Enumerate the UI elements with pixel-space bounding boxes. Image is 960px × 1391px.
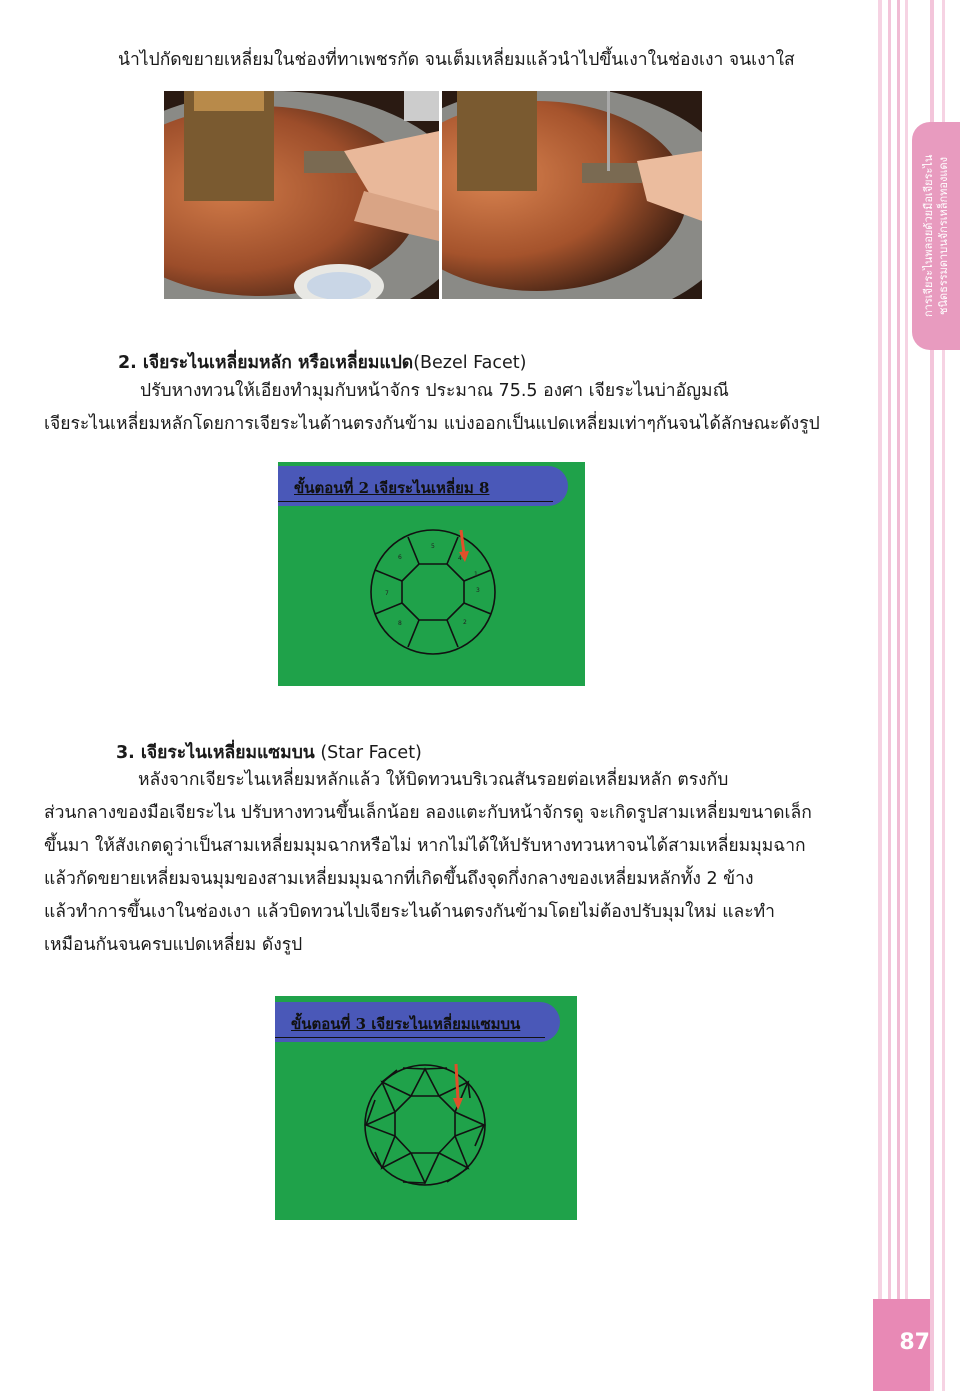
facet-number: 2 — [463, 619, 467, 626]
figure-title: ขั้นตอนที่ 3 เจียระไนเหลี่ยมแซมบน — [291, 1015, 521, 1033]
bezel-facet-diagram — [278, 462, 585, 686]
star-facet-figure — [275, 996, 577, 1220]
facet-number: 4 — [458, 555, 462, 562]
section3-line: ขึ้นมา ให้สังเกตดูว่าเป็นสามเหลี่ยมมุมฉากหรือไม่ หากไม่ได้ให้ปรับหางทวนหาจนได้สามเหลี่ยมมุมฉาก — [44, 836, 806, 856]
edge-stripe — [878, 0, 882, 1391]
intro-line: นำไปกัดขยายเหลี่ยมในช่องที่ทาเพชรกัด จนเต็มเหลี่ยมแล้วนำไปขึ้นเงาในช่องเงา จนเงาใส — [118, 50, 795, 70]
section2-line: เจียระไนเหลี่ยมหลักโดยการเจียระไนด้านตรงกันข้าม แบ่งออกเป็นแปดเหลี่ยมเท่าๆกันจนได้ลักษณะดังรูป — [44, 414, 820, 434]
grinding-photo-left — [164, 91, 439, 299]
section3-line: แล้วทำการขึ้นเงาในช่องเงา แล้วบิดทวนไปเจียระไนด้านตรงกันข้ามโดยไม่ต้องปรับมุมใหม่ และทำ — [44, 902, 775, 922]
page-number: 87 — [899, 1330, 930, 1355]
section3-heading: 3. เจียระไนเหลี่ยมแซมบน (Star Facet) — [116, 743, 422, 763]
pointer-arrow — [453, 1064, 463, 1110]
bezel-facet-figure — [278, 462, 585, 686]
section2-line: ปรับหางทวนให้เอียงทำมุมกับหน้าจักร ประมาณ 75.5 องศา เจียระไนบ่าอัญมณี — [140, 381, 729, 401]
edge-stripe — [897, 0, 900, 1391]
facet-number: 6 — [398, 554, 402, 561]
section3-line: เหมือนกันจนครบแปดเหลี่ยม ดังรูป — [44, 935, 303, 955]
section3-line: ส่วนกลางของมือเจียระไน ปรับหางทวนขึ้นเล็กน้อย ลองแตะกับหน้าจักรดู จะเกิดรูปสามเหลี่ยมขนาดเล็ก — [44, 803, 812, 823]
section2-heading: 2. เจียระไนเหลี่ยมหลัก หรือเหลี่ยมแปด(Bezel Facet) — [118, 353, 527, 373]
edge-stripe — [905, 0, 908, 1391]
facet-number: 7 — [385, 590, 389, 597]
star-facet-diagram — [275, 996, 577, 1220]
edge-stripe — [888, 0, 891, 1391]
chapter-side-title: การเจียระไนพลอยด้วยมือเจียระไน ชนิดธรรมดาบนจักรเหล็กทองแดง — [922, 154, 950, 318]
grinding-photo-right — [442, 91, 702, 299]
facet-number: 1 — [474, 571, 478, 578]
facet-number: 5 — [431, 543, 435, 550]
section3-line: หลังจากเจียระไนเหลี่ยมหลักแล้ว ให้บิดทวนบริเวณสันรอยต่อเหลี่ยมหลัก ตรงกับ — [138, 770, 729, 790]
chapter-side-tab — [912, 122, 960, 350]
facet-number: 8 — [398, 620, 402, 627]
figure-title: ขั้นตอนที่ 2 เจียระไนเหลี่ยม 8 — [294, 479, 490, 497]
facet-number: 3 — [476, 587, 480, 594]
section3-line: แล้วกัดขยายเหลี่ยมจนมุมของสามเหลี่ยมมุมฉากที่เกิดขึ้นถึงจุดกึ่งกลางของเหลี่ยมหลักทั้ง 2 ข้าง — [44, 869, 754, 889]
